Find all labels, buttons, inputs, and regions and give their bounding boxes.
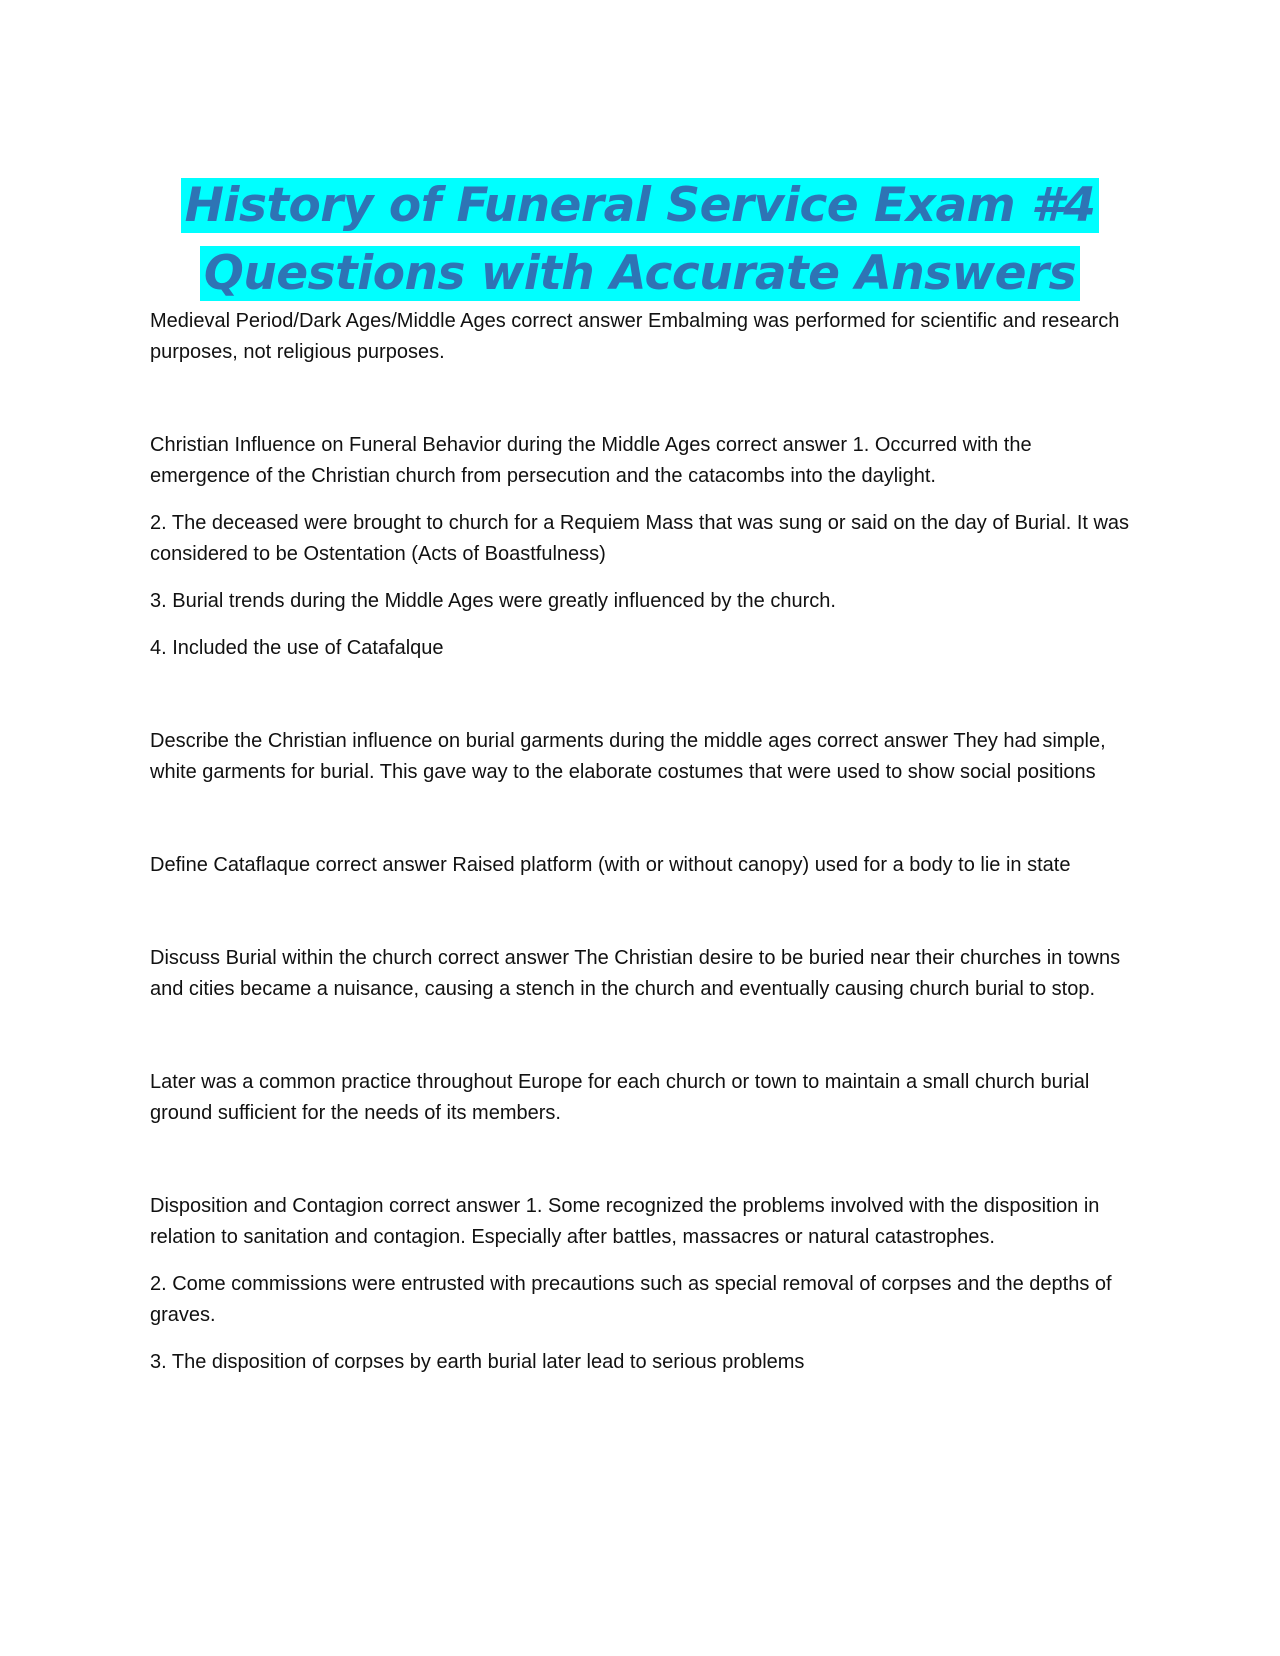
- title-line-2: Questions with Accurate Answers: [200, 246, 1080, 301]
- paragraph-christian-influence-4: 4. Included the use of Catafalque: [150, 637, 444, 659]
- paragraph-church-burial-ground: Later was a common practice throughout Europe for each church or town to maintain a small church burial ground sufficient for the needs of its members.: [150, 1071, 1090, 1124]
- document-title: [150, 172, 1130, 308]
- paragraph-christian-influence-3: 3. Burial trends during the Middle Ages were greatly influenced by the church.: [150, 590, 836, 612]
- paragraph-christian-influence-2: 2. The deceased were brought to church for a Requiem Mass that was sung or said on the day of Burial. It was considered to be Ostentation (Acts of Boastfulness): [150, 512, 1130, 565]
- document-body: [150, 306, 1130, 1394]
- paragraph-disposition-contagion-1: Disposition and Contagion correct answer 1. Some recognized the problems involved with the disposition in relation to sanitation and contagion. Especially after battles, massacres or natural catastrophes.: [150, 1195, 1100, 1248]
- paragraph-disposition-contagion-3: 3. The disposition of corpses by earth burial later lead to serious problems: [150, 1351, 805, 1373]
- paragraph-christian-influence-1: Christian Influence on Funeral Behavior during the Middle Ages correct answer 1. Occurred with the emergence of the Christian church from persecution and the catacombs into the daylight.: [150, 434, 1032, 487]
- paragraph-burial-within-church: Discuss Burial within the church correct answer The Christian desire to be buried near their churches in towns and cities became a nuisance, causing a stench in the church and eventually causing church burial to stop.: [150, 947, 1121, 1000]
- paragraph-medieval-period: Medieval Period/Dark Ages/Middle Ages correct answer Embalming was performed for scientific and research purposes, not religious purposes.: [150, 310, 1120, 363]
- title-line-1: History of Funeral Service Exam #4: [181, 178, 1100, 233]
- paragraph-define-cataflaque: Define Cataflaque correct answer Raised platform (with or without canopy) used for a body to lie in state: [150, 854, 1071, 876]
- paragraph-disposition-contagion-2: 2. Come commissions were entrusted with precautions such as special removal of corpses and the depths of graves.: [150, 1273, 1112, 1326]
- paragraph-burial-garments: Describe the Christian influence on burial garments during the middle ages correct answer They had simple, white garments for burial. This gave way to the elaborate costumes that were used to show social positions: [150, 730, 1106, 783]
